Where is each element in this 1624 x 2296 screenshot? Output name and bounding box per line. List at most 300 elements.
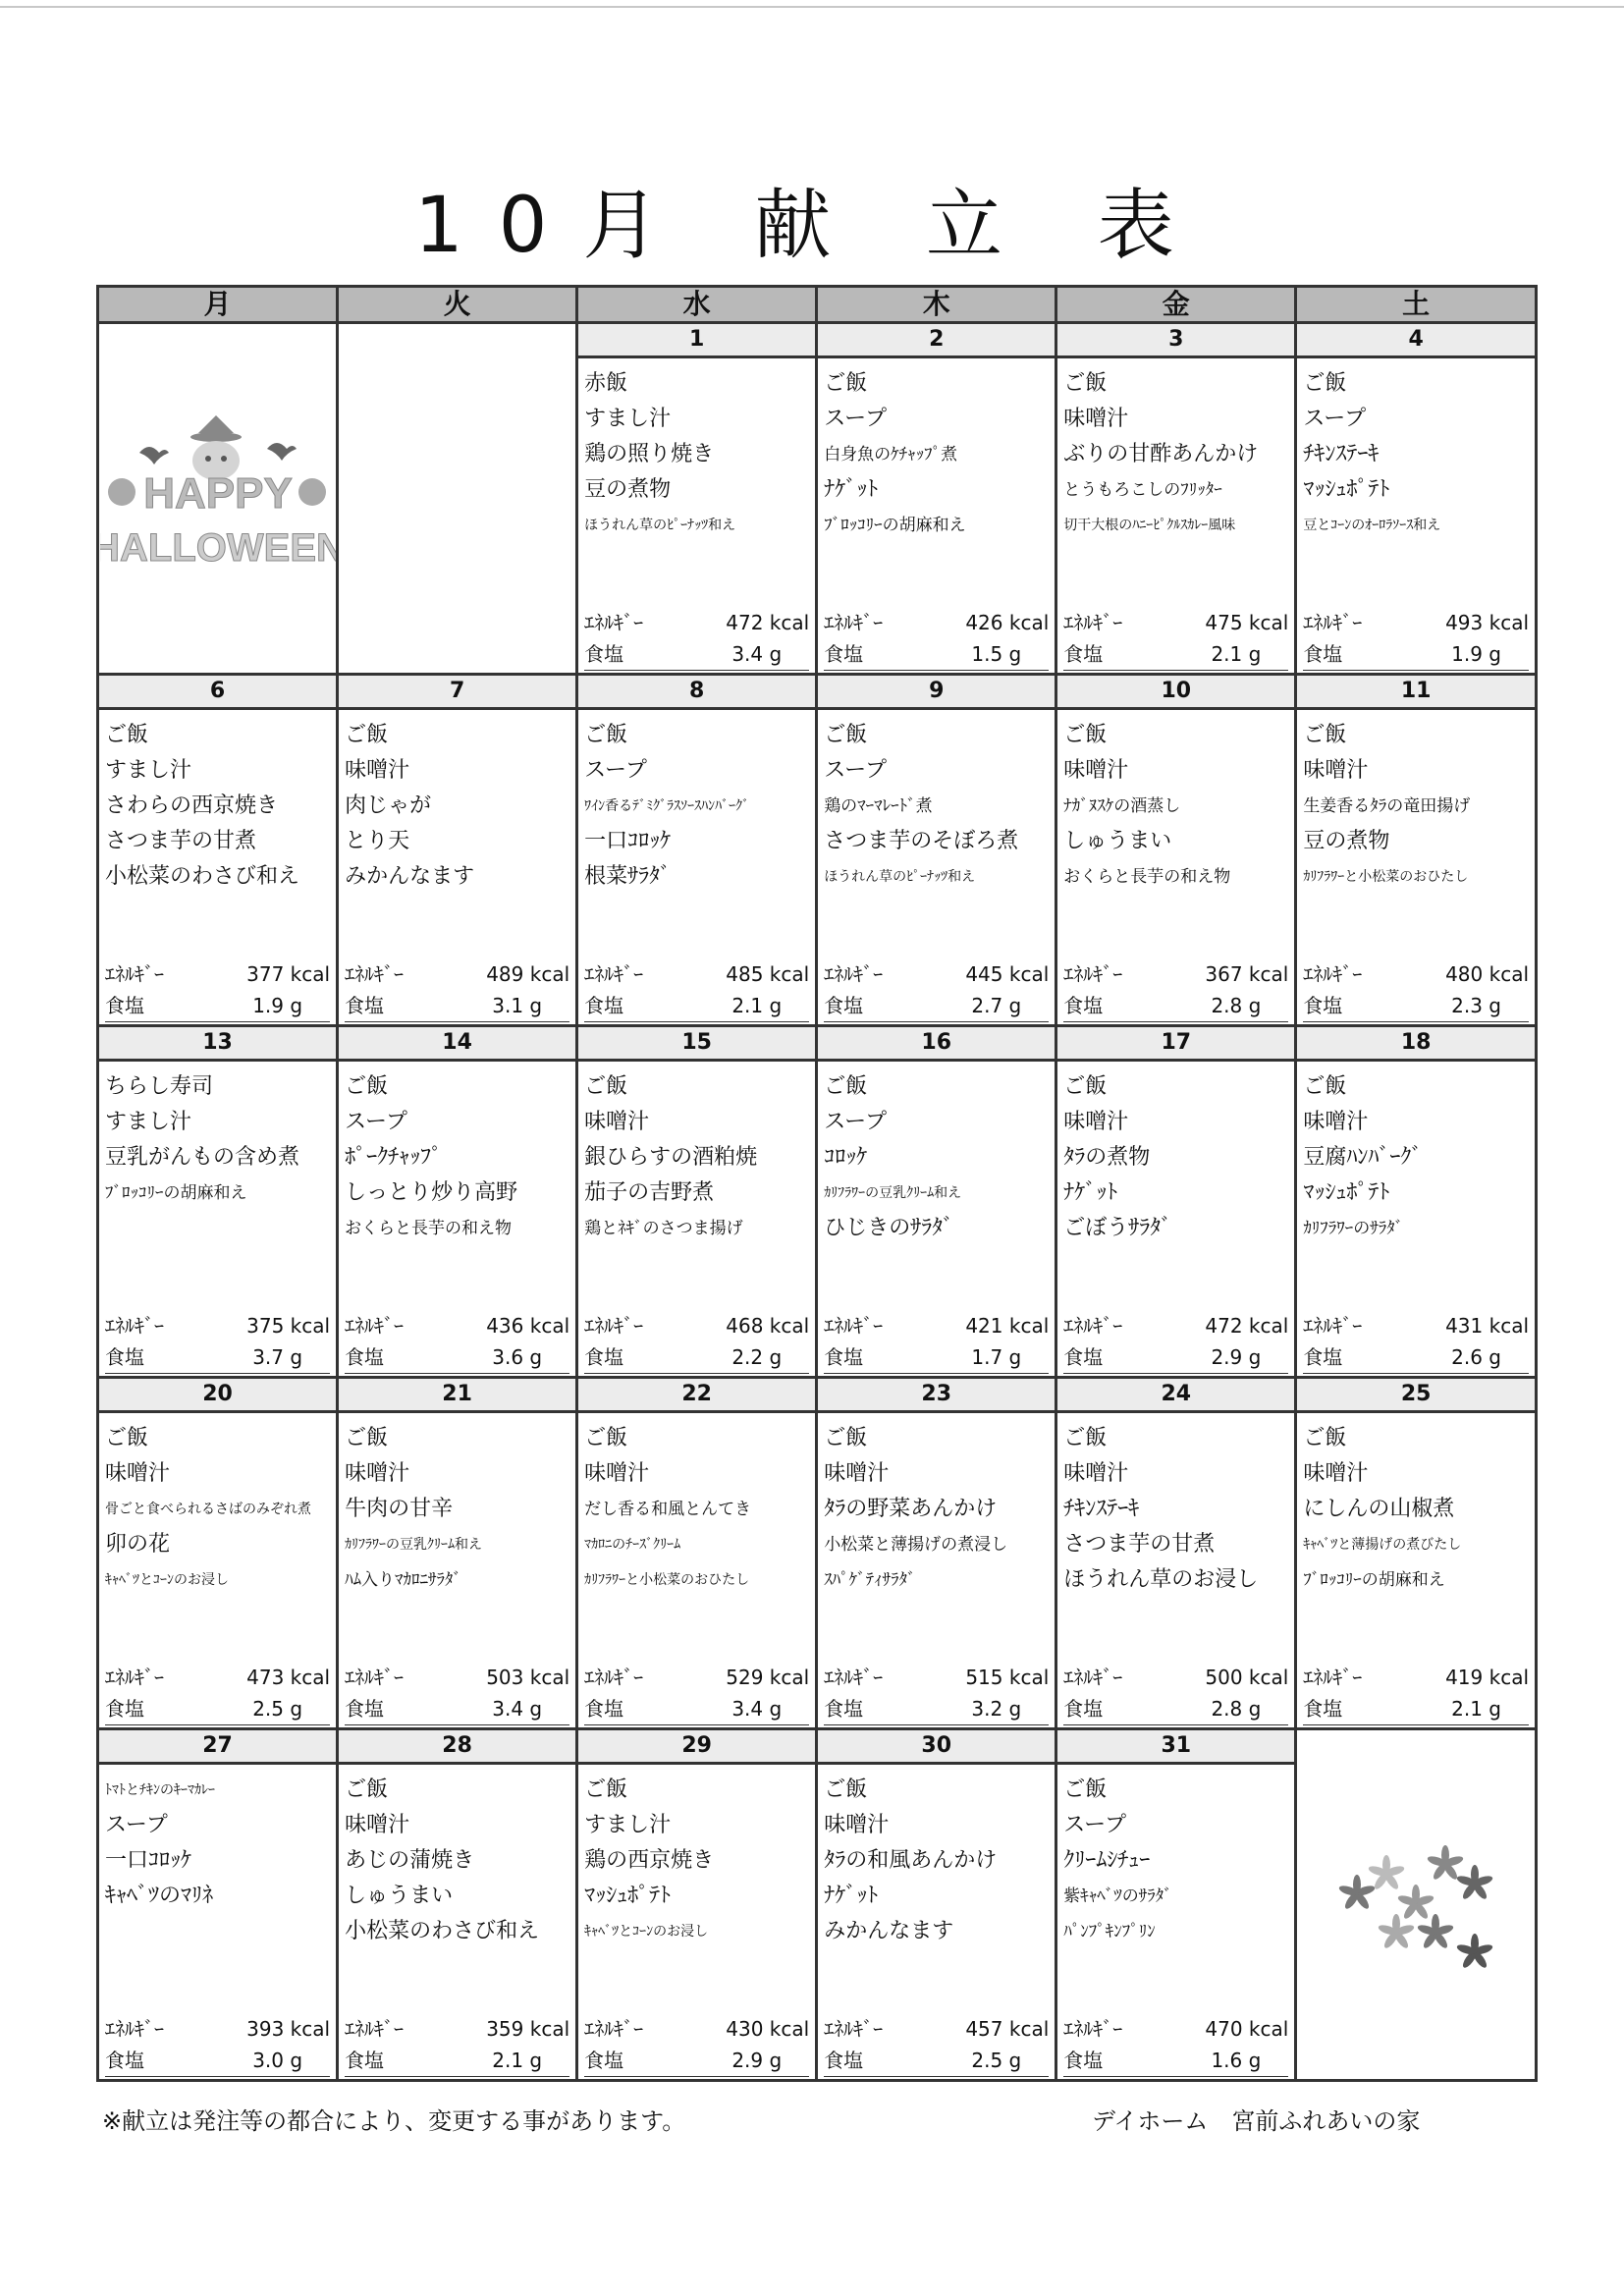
menu-item: ご飯 xyxy=(1303,371,1347,396)
menu-item: 一口ｺﾛｯｹ xyxy=(105,1848,192,1873)
energy-label: ｴﾈﾙｷﾞｰ xyxy=(1303,1314,1363,1338)
nutrition-info xyxy=(345,958,569,1022)
menu-item: 紫ｷｬﾍﾞﾂのｻﾗﾀﾞ xyxy=(1063,1886,1172,1906)
energy-row xyxy=(1063,1662,1288,1693)
menu-item: だし香る和風とんてき xyxy=(584,1500,752,1519)
menu-item: ｽﾊﾟｹﾞﾃｨｻﾗﾀﾞ xyxy=(824,1570,916,1590)
menu-item: ご飯 xyxy=(1063,1777,1108,1802)
day-number-20: 20 xyxy=(98,1378,338,1412)
menu-item: とり天 xyxy=(345,829,410,853)
date-row xyxy=(98,1729,1537,1764)
day-number-23: 23 xyxy=(817,1378,1056,1412)
salt-value: 2.6 g xyxy=(1451,1345,1501,1369)
salt-label: 食塩 xyxy=(584,2049,624,2072)
menu-item: ｷｬﾍﾞﾂのﾏﾘﾈ xyxy=(105,1884,214,1908)
energy-label: ｴﾈﾙｷﾞｰ xyxy=(824,1666,884,1689)
day-number-25: 25 xyxy=(1296,1378,1537,1412)
nutrition-info xyxy=(345,2013,569,2077)
menu-item: ご飯 xyxy=(824,1074,868,1099)
salt-value: 1.9 g xyxy=(252,994,303,1017)
day-cell-8 xyxy=(577,709,817,1026)
day-cell-23 xyxy=(817,1412,1056,1729)
menu-item: 味噌汁 xyxy=(345,758,410,783)
menu-item: すまし汁 xyxy=(584,1813,672,1837)
menu-item: ｷｬﾍﾞﾂとｺｰﾝのお浸し xyxy=(584,1924,709,1940)
salt-value: 3.4 g xyxy=(731,1697,783,1721)
day-number-7: 7 xyxy=(338,675,577,709)
salt-label: 食塩 xyxy=(1063,2049,1104,2072)
salt-value: 3.4 g xyxy=(492,1697,543,1721)
salt-value: 2.1 g xyxy=(1211,642,1262,666)
menu-item: しっとり炒り高野 xyxy=(345,1180,518,1205)
menu-item: 味噌汁 xyxy=(345,1813,410,1837)
menu-item: おくらと長芋の和え物 xyxy=(1063,867,1231,887)
day-cell-14 xyxy=(338,1061,577,1378)
nutrition-info xyxy=(1303,1662,1529,1725)
menu-item: ほうれん草のお浸し xyxy=(1063,1567,1259,1592)
date-row xyxy=(98,1026,1537,1061)
day-cell-30 xyxy=(817,1764,1056,2081)
menu-item: みかんなます xyxy=(345,864,475,889)
menu-list xyxy=(105,718,332,895)
energy-value: 529 kcal xyxy=(726,1666,810,1689)
menu-item: ご飯 xyxy=(345,723,389,747)
salt-row xyxy=(105,2045,330,2077)
autumn-leaves-illustration xyxy=(1327,1825,1504,1982)
energy-label: ｴﾈﾙｷﾞｰ xyxy=(584,962,644,986)
menu-item: ﾏｯｼｭﾎﾟﾃﾄ xyxy=(1303,1180,1390,1205)
blank-cell-halloween xyxy=(98,323,338,675)
energy-value: 436 kcal xyxy=(486,1314,570,1338)
salt-row xyxy=(584,1341,809,1374)
energy-row xyxy=(105,1662,330,1693)
menu-item: 味噌汁 xyxy=(105,1461,171,1486)
salt-row xyxy=(345,990,569,1022)
salt-label: 食塩 xyxy=(824,1345,864,1369)
salt-row xyxy=(1063,990,1288,1022)
energy-value: 472 kcal xyxy=(1205,1314,1289,1338)
menu-item: ﾌﾞﾛｯｺﾘｰの胡麻和え xyxy=(105,1183,247,1203)
menu-item: ﾏｯｼｭﾎﾟﾃﾄ xyxy=(1303,477,1390,502)
day-cell-7 xyxy=(338,709,577,1026)
energy-label: ｴﾈﾙｷﾞｰ xyxy=(824,611,884,634)
salt-label: 食塩 xyxy=(824,994,864,1017)
salt-row xyxy=(1063,638,1288,671)
nutrition-info xyxy=(105,958,330,1022)
menu-item: 豆とｺｰﾝのｵｰﾛﾗｿｰｽ和え xyxy=(1303,518,1441,533)
menu-item: ご飯 xyxy=(1303,723,1347,747)
salt-value: 3.1 g xyxy=(492,994,543,1017)
energy-row xyxy=(824,2013,1049,2045)
energy-value: 515 kcal xyxy=(965,1666,1050,1689)
menu-list xyxy=(1303,1069,1531,1246)
menu-item: すまし汁 xyxy=(105,1110,192,1134)
energy-value: 419 kcal xyxy=(1445,1666,1529,1689)
menu-list xyxy=(1063,1069,1290,1246)
energy-row xyxy=(824,1662,1049,1693)
energy-value: 485 kcal xyxy=(726,962,810,986)
energy-value: 393 kcal xyxy=(246,2017,331,2041)
salt-value: 2.1 g xyxy=(492,2049,543,2072)
salt-label: 食塩 xyxy=(105,1345,144,1369)
day-number-18: 18 xyxy=(1296,1026,1537,1061)
menu-item: 牛肉の甘辛 xyxy=(345,1497,454,1521)
menu-item: スープ xyxy=(1063,1813,1127,1837)
day-number-16: 16 xyxy=(817,1026,1056,1061)
menu-item: 豆腐ﾊﾝﾊﾞｰｸﾞ xyxy=(1303,1145,1423,1170)
menu-item: 茄子の吉野煮 xyxy=(584,1180,715,1205)
day-cell-31 xyxy=(1056,1764,1296,2081)
nutrition-info xyxy=(584,1310,809,1374)
menu-item: 味噌汁 xyxy=(584,1110,650,1134)
salt-label: 食塩 xyxy=(105,994,144,1017)
menu-item: 味噌汁 xyxy=(1303,1110,1369,1134)
menu-list xyxy=(345,1421,571,1598)
day-cell-15 xyxy=(577,1061,817,1378)
energy-row xyxy=(1303,607,1529,638)
menu-item: 赤飯 xyxy=(584,371,628,396)
scan-edge-line xyxy=(0,6,1624,8)
menu-item: ﾎﾟｰｸﾁｬｯﾌﾟ xyxy=(345,1145,443,1170)
menu-item: ご飯 xyxy=(584,1426,628,1450)
energy-value: 500 kcal xyxy=(1205,1666,1289,1689)
menu-item: ご飯 xyxy=(824,1426,868,1450)
salt-row xyxy=(345,1693,569,1725)
energy-row xyxy=(1303,1662,1529,1693)
salt-label: 食塩 xyxy=(1063,994,1104,1017)
menu-list xyxy=(584,366,811,543)
day-number-30: 30 xyxy=(817,1729,1056,1764)
menu-item: ちらし寿司 xyxy=(105,1074,214,1099)
salt-value: 2.9 g xyxy=(731,2049,783,2072)
menu-item: ﾏｶﾛﾆのﾁｰｽﾞｸﾘｰﾑ xyxy=(584,1537,681,1553)
menu-list xyxy=(1303,718,1531,895)
menu-item: ご飯 xyxy=(345,1777,389,1802)
menu-item: ご飯 xyxy=(105,723,149,747)
nutrition-info xyxy=(1063,607,1288,671)
menu-item: みかんなます xyxy=(824,1919,954,1943)
energy-value: 493 kcal xyxy=(1445,611,1529,634)
salt-row xyxy=(1303,990,1529,1022)
menu-item: ご飯 xyxy=(584,1777,628,1802)
day-cell-1 xyxy=(577,357,817,675)
day-cell-29 xyxy=(577,1764,817,2081)
salt-label: 食塩 xyxy=(1303,642,1343,666)
menu-item: ﾜｲﾝ香るﾃﾞﾐｸﾞﾗｽｿｰｽﾊﾝﾊﾞｰｸﾞ xyxy=(584,798,750,814)
day-cell-6 xyxy=(98,709,338,1026)
energy-label: ｴﾈﾙｷﾞｰ xyxy=(105,1666,164,1689)
salt-value: 2.8 g xyxy=(1211,994,1262,1017)
menu-item: 卯の花 xyxy=(105,1532,171,1557)
nutrition-info xyxy=(824,607,1049,671)
menu-item: 小松菜のわさび和え xyxy=(105,864,300,889)
menu-item: ご飯 xyxy=(105,1426,149,1450)
menu-item: ご飯 xyxy=(1063,1074,1108,1099)
menu-list xyxy=(345,718,571,895)
menu-item: ｶﾘﾌﾗﾜｰの豆乳ｸﾘｰﾑ和え xyxy=(345,1537,483,1553)
nutrition-info xyxy=(105,1310,330,1374)
energy-label: ｴﾈﾙｷﾞｰ xyxy=(1063,1314,1123,1338)
salt-value: 3.7 g xyxy=(252,1345,303,1369)
menu-row xyxy=(98,709,1537,1026)
menu-item: スープ xyxy=(105,1813,168,1837)
salt-row xyxy=(824,2045,1049,2077)
salt-value: 1.5 g xyxy=(971,642,1022,666)
salt-label: 食塩 xyxy=(345,1345,385,1369)
salt-label: 食塩 xyxy=(1063,642,1104,666)
menu-item: ﾀﾗの和風あんかけ xyxy=(824,1848,998,1873)
day-cell-16 xyxy=(817,1061,1056,1378)
day-cell-22 xyxy=(577,1412,817,1729)
salt-label: 食塩 xyxy=(345,2049,385,2072)
nutrition-info xyxy=(1063,958,1288,1022)
day-number-15: 15 xyxy=(577,1026,817,1061)
menu-item: ｶﾘﾌﾗﾜｰのｻﾗﾀﾞ xyxy=(1303,1219,1404,1238)
menu-item: ｸﾘｰﾑｼﾁｭｰ xyxy=(1063,1848,1151,1873)
weekday-wed: 水 xyxy=(577,287,817,323)
salt-value: 3.6 g xyxy=(492,1345,543,1369)
salt-value: 3.4 g xyxy=(731,642,783,666)
menu-item: 味噌汁 xyxy=(584,1461,650,1486)
menu-item: ご飯 xyxy=(1303,1074,1347,1099)
menu-row xyxy=(98,1061,1537,1378)
page-title: 10月 献 立 表 xyxy=(414,182,1210,270)
menu-item: ﾁｷﾝｽﾃｰｷ xyxy=(1063,1497,1140,1521)
salt-row xyxy=(1303,1693,1529,1725)
menu-item: 鶏の照り焼き xyxy=(584,442,715,466)
menu-item: 味噌汁 xyxy=(824,1461,890,1486)
menu-item: ご飯 xyxy=(824,371,868,396)
day-cell-3 xyxy=(1056,357,1296,675)
menu-item: 鶏とﾈｷﾞのさつま揚げ xyxy=(584,1219,743,1238)
date-row xyxy=(98,675,1537,709)
day-number-8: 8 xyxy=(577,675,817,709)
energy-label: ｴﾈﾙｷﾞｰ xyxy=(1063,962,1123,986)
salt-row xyxy=(105,1693,330,1725)
menu-list xyxy=(1063,1773,1290,1949)
energy-label: ｴﾈﾙｷﾞｰ xyxy=(345,1314,405,1338)
day-number-3: 3 xyxy=(1056,323,1296,357)
energy-label: ｴﾈﾙｷﾞｰ xyxy=(105,1314,164,1338)
salt-label: 食塩 xyxy=(105,1697,144,1721)
salt-label: 食塩 xyxy=(584,1697,624,1721)
menu-list xyxy=(584,1069,811,1246)
menu-item: スープ xyxy=(584,758,647,783)
weekday-header-row xyxy=(98,287,1537,323)
menu-item: 味噌汁 xyxy=(1063,1461,1129,1486)
menu-item: ﾁｷﾝｽﾃｰｷ xyxy=(1303,442,1380,466)
menu-item: 鶏のﾏｰﾏﾚｰﾄﾞ煮 xyxy=(824,796,933,816)
day-cell-17 xyxy=(1056,1061,1296,1378)
blank-cell-leaves xyxy=(1296,1729,1537,2081)
blank-cell-none xyxy=(338,323,577,675)
weekday-mon: 月 xyxy=(98,287,338,323)
menu-item: スープ xyxy=(1303,407,1367,431)
menu-item: 味噌汁 xyxy=(1063,1110,1129,1134)
salt-row xyxy=(584,2045,809,2077)
nutrition-info xyxy=(824,958,1049,1022)
energy-label: ｴﾈﾙｷﾞｰ xyxy=(1063,1666,1123,1689)
energy-row xyxy=(1063,1310,1288,1341)
salt-row xyxy=(1063,2045,1288,2077)
menu-item: 根菜ｻﾗﾀﾞ xyxy=(584,864,672,889)
energy-value: 421 kcal xyxy=(965,1314,1050,1338)
menu-item: すまし汁 xyxy=(105,758,192,783)
day-cell-11 xyxy=(1296,709,1537,1026)
menu-item: スープ xyxy=(345,1110,407,1134)
energy-value: 503 kcal xyxy=(486,1666,570,1689)
menu-item: 味噌汁 xyxy=(824,1813,890,1837)
menu-item: ご飯 xyxy=(584,723,628,747)
energy-row xyxy=(345,2013,569,2045)
energy-row xyxy=(824,1310,1049,1341)
menu-item: ご飯 xyxy=(824,723,868,747)
day-number-28: 28 xyxy=(338,1729,577,1764)
day-cell-9 xyxy=(817,709,1056,1026)
menu-item: ｺﾛｯｹ xyxy=(824,1145,868,1170)
menu-list xyxy=(1063,718,1290,895)
nutrition-info xyxy=(584,958,809,1022)
nutrition-info xyxy=(105,1662,330,1725)
energy-label: ｴﾈﾙｷﾞｰ xyxy=(824,2017,884,2041)
day-number-4: 4 xyxy=(1296,323,1537,357)
footer-note: ※献立は発注等の都合により、変更する事があります。 xyxy=(102,2107,686,2135)
menu-item: ｶﾘﾌﾗﾜｰの豆乳ｸﾘｰﾑ和え xyxy=(824,1185,962,1201)
energy-value: 457 kcal xyxy=(965,2017,1050,2041)
menu-item: ご飯 xyxy=(1063,1426,1108,1450)
salt-row xyxy=(824,990,1049,1022)
salt-label: 食塩 xyxy=(824,2049,864,2072)
menu-item: スープ xyxy=(824,1110,887,1134)
menu-item: ｷｬﾍﾞﾂとｺｰﾝのお浸し xyxy=(105,1572,229,1588)
salt-label: 食塩 xyxy=(1303,1345,1343,1369)
menu-item: ﾊﾑ入りﾏｶﾛﾆｻﾗﾀﾞ xyxy=(345,1570,462,1590)
energy-value: 472 kcal xyxy=(726,611,810,634)
date-row xyxy=(98,1378,1537,1412)
salt-value: 2.5 g xyxy=(252,1697,303,1721)
menu-item: さつま芋のそぼろ煮 xyxy=(824,829,1019,853)
menu-item: しゅうまい xyxy=(1063,829,1172,853)
nutrition-info xyxy=(1063,2013,1288,2077)
energy-value: 430 kcal xyxy=(726,2017,810,2041)
salt-label: 食塩 xyxy=(1063,1345,1104,1369)
menu-item: ﾅｹﾞｯﾄ xyxy=(1063,1180,1118,1205)
energy-row xyxy=(584,1310,809,1341)
menu-item: ごぼうｻﾗﾀﾞ xyxy=(1063,1216,1172,1240)
nutrition-info xyxy=(584,1662,809,1725)
salt-label: 食塩 xyxy=(1063,1697,1104,1721)
day-number-24: 24 xyxy=(1056,1378,1296,1412)
energy-value: 473 kcal xyxy=(246,1666,331,1689)
energy-label: ｴﾈﾙｷﾞｰ xyxy=(584,1666,644,1689)
menu-item: ﾅｶﾞﾇｽｹの酒蒸し xyxy=(1063,796,1181,816)
day-number-1: 1 xyxy=(577,323,817,357)
energy-label: ｴﾈﾙｷﾞｰ xyxy=(345,2017,405,2041)
salt-row xyxy=(105,1341,330,1374)
halloween-illustration xyxy=(100,413,336,580)
menu-item: 鶏の西京焼き xyxy=(584,1848,715,1873)
day-cell-20 xyxy=(98,1412,338,1729)
menu-item: 銀ひらすの酒粕焼 xyxy=(584,1145,758,1170)
menu-item: すまし汁 xyxy=(584,407,672,431)
menu-item: ﾅｹﾞｯﾄ xyxy=(824,477,879,502)
date-row xyxy=(98,323,1537,357)
menu-item: さつま芋の甘煮 xyxy=(1063,1532,1216,1557)
menu-list xyxy=(824,1773,1051,1949)
energy-row xyxy=(1303,958,1529,990)
energy-label: ｴﾈﾙｷﾞｰ xyxy=(345,1666,405,1689)
menu-list xyxy=(584,1421,811,1598)
menu-item: 味噌汁 xyxy=(1063,407,1129,431)
nutrition-info xyxy=(345,1662,569,1725)
halloween-text-halloween: HALLOWEEN xyxy=(99,525,336,570)
energy-row xyxy=(1303,1310,1529,1341)
energy-row xyxy=(824,958,1049,990)
salt-value: 1.6 g xyxy=(1211,2049,1262,2072)
energy-value: 468 kcal xyxy=(726,1314,810,1338)
salt-row xyxy=(345,1341,569,1374)
energy-value: 375 kcal xyxy=(246,1314,331,1338)
salt-label: 食塩 xyxy=(1303,1697,1343,1721)
menu-list xyxy=(584,718,811,895)
nutrition-info xyxy=(584,2013,809,2077)
energy-label: ｴﾈﾙｷﾞｰ xyxy=(1303,611,1363,634)
energy-label: ｴﾈﾙｷﾞｰ xyxy=(105,2017,164,2041)
energy-label: ｴﾈﾙｷﾞｰ xyxy=(824,962,884,986)
day-cell-2 xyxy=(817,357,1056,675)
menu-item: スープ xyxy=(824,758,887,783)
salt-value: 2.1 g xyxy=(1451,1697,1501,1721)
nutrition-info xyxy=(1063,1310,1288,1374)
menu-item: さつま芋の甘煮 xyxy=(105,829,257,853)
salt-label: 食塩 xyxy=(345,994,385,1017)
menu-list xyxy=(105,1421,332,1598)
menu-item: ご飯 xyxy=(824,1777,868,1802)
salt-row xyxy=(584,638,809,671)
menu-item: ご飯 xyxy=(345,1074,389,1099)
weekday-thu: 木 xyxy=(817,287,1056,323)
menu-list xyxy=(824,1069,1051,1246)
nutrition-info xyxy=(824,1310,1049,1374)
menu-item: ﾀﾗの野菜あんかけ xyxy=(824,1497,998,1521)
day-number-27: 27 xyxy=(98,1729,338,1764)
salt-row xyxy=(824,638,1049,671)
salt-value: 2.9 g xyxy=(1211,1345,1262,1369)
day-cell-13 xyxy=(98,1061,338,1378)
menu-item: にしんの山椒煮 xyxy=(1303,1497,1455,1521)
energy-row xyxy=(345,1310,569,1341)
menu-item: 骨ごと食べられるさばのみぞれ煮 xyxy=(105,1502,311,1517)
menu-item: ﾄﾏﾄとﾁｷﾝのｷｰﾏｶﾚｰ xyxy=(105,1782,215,1798)
salt-value: 2.7 g xyxy=(971,994,1022,1017)
day-cell-4 xyxy=(1296,357,1537,675)
salt-value: 1.7 g xyxy=(971,1345,1022,1369)
nutrition-info xyxy=(824,2013,1049,2077)
energy-row xyxy=(345,958,569,990)
menu-item: 豆の煮物 xyxy=(584,477,672,502)
menu-item: ｶﾘﾌﾗﾜｰと小松菜のおひたし xyxy=(584,1572,750,1588)
energy-row xyxy=(584,1662,809,1693)
energy-label: ｴﾈﾙｷﾞｰ xyxy=(105,962,164,986)
energy-value: 377 kcal xyxy=(246,962,331,986)
energy-value: 367 kcal xyxy=(1205,962,1289,986)
salt-label: 食塩 xyxy=(1303,994,1343,1017)
menu-item: 生姜香るﾀﾗの竜田揚げ xyxy=(1303,796,1471,816)
organization-name: デイホーム 宮前ふれあいの家 xyxy=(1092,2107,1421,2135)
energy-row xyxy=(105,1310,330,1341)
salt-row xyxy=(584,1693,809,1725)
menu-item: ひじきのｻﾗﾀﾞ xyxy=(824,1216,954,1240)
